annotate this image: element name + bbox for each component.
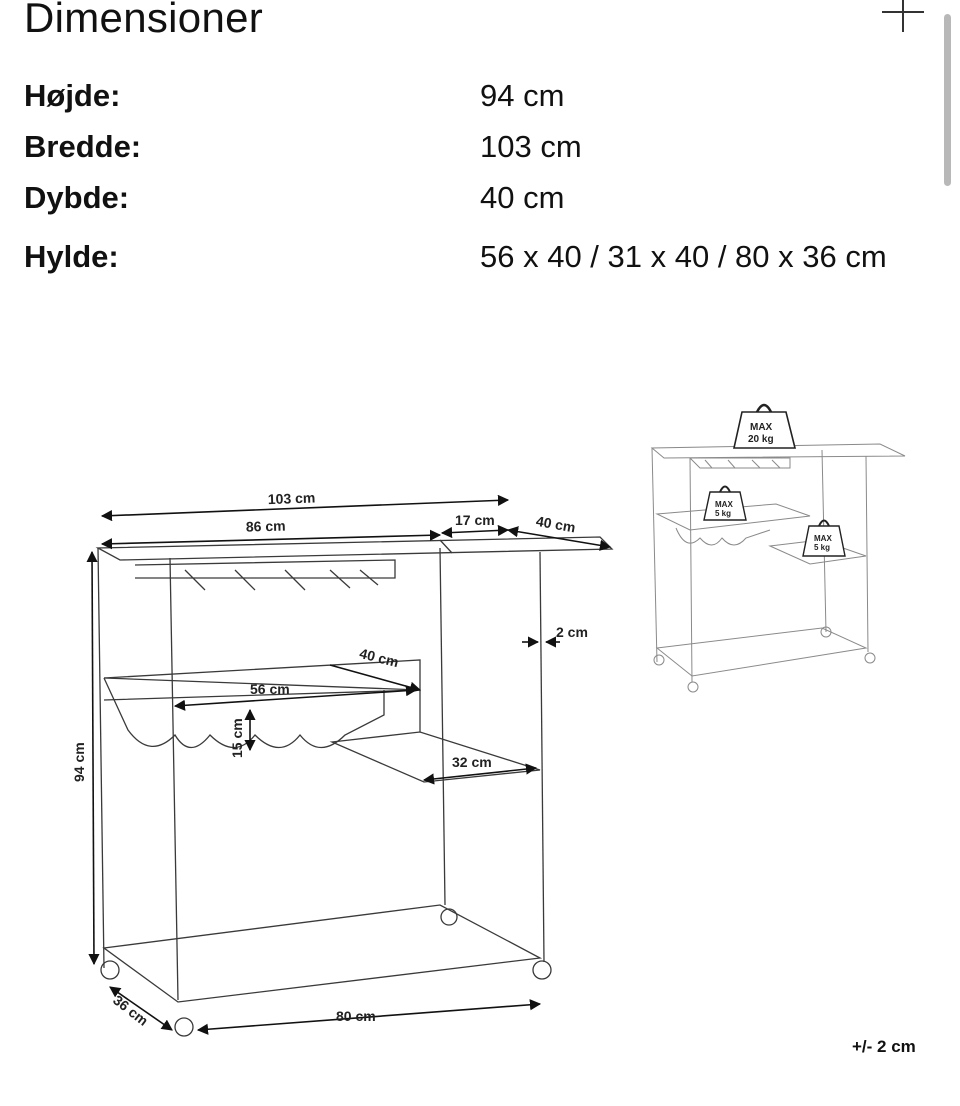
load-capacity-drawing: [652, 444, 905, 692]
plus-icon[interactable]: [878, 0, 928, 36]
spec-value: 56 x 40 / 31 x 40 / 80 x 36 cm: [480, 239, 887, 274]
svg-text:MAX: MAX: [750, 422, 773, 433]
dim-top-inner: 86 cm: [245, 517, 286, 535]
svg-text:5 kg: 5 kg: [715, 509, 732, 518]
weight-icon-mid: [704, 487, 746, 521]
dimension-drawing: [0, 380, 960, 1106]
dim-base-width: 80 cm: [336, 1008, 376, 1024]
spec-value: 94 cm: [480, 78, 565, 113]
dim-mid-depth: 40 cm: [357, 645, 401, 671]
dim-side-shelf: 32 cm: [452, 754, 492, 770]
svg-text:MAX: MAX: [814, 534, 832, 543]
specs-list: [24, 78, 924, 339]
spec-label: Bredde:: [24, 129, 142, 164]
spec-value: 103 cm: [480, 129, 582, 164]
dim-rack-height: 15 cm: [229, 718, 245, 758]
dim-tube: 2 cm: [556, 624, 588, 640]
svg-text:5 kg: 5 kg: [814, 543, 831, 552]
spec-row-shelf: [24, 239, 924, 339]
dim-top-ext: 17 cm: [455, 512, 495, 528]
trolley-drawing: [98, 537, 612, 1036]
dimension-lines: [92, 500, 610, 1030]
spec-label: Højde:: [24, 78, 121, 113]
spec-label: Dybde:: [24, 180, 130, 215]
dim-mid-width: 56 cm: [250, 681, 290, 697]
tolerance-label: +/- 2 cm: [852, 1037, 916, 1056]
spec-label: Hylde:: [24, 239, 119, 274]
dim-total-width: 103 cm: [267, 489, 316, 508]
section-title: Dimensioner: [24, 0, 264, 41]
dim-height: 94 cm: [71, 742, 87, 782]
svg-text:20 kg: 20 kg: [748, 434, 774, 445]
spec-value: 40 cm: [480, 180, 565, 215]
dim-base-depth: 36 cm: [110, 991, 152, 1029]
scrollbar[interactable]: [944, 14, 951, 186]
weight-icon-top: [734, 405, 795, 448]
dim-top-depth: 40 cm: [534, 512, 577, 536]
weight-icon-side: [803, 521, 845, 557]
svg-text:MAX: MAX: [715, 500, 733, 509]
